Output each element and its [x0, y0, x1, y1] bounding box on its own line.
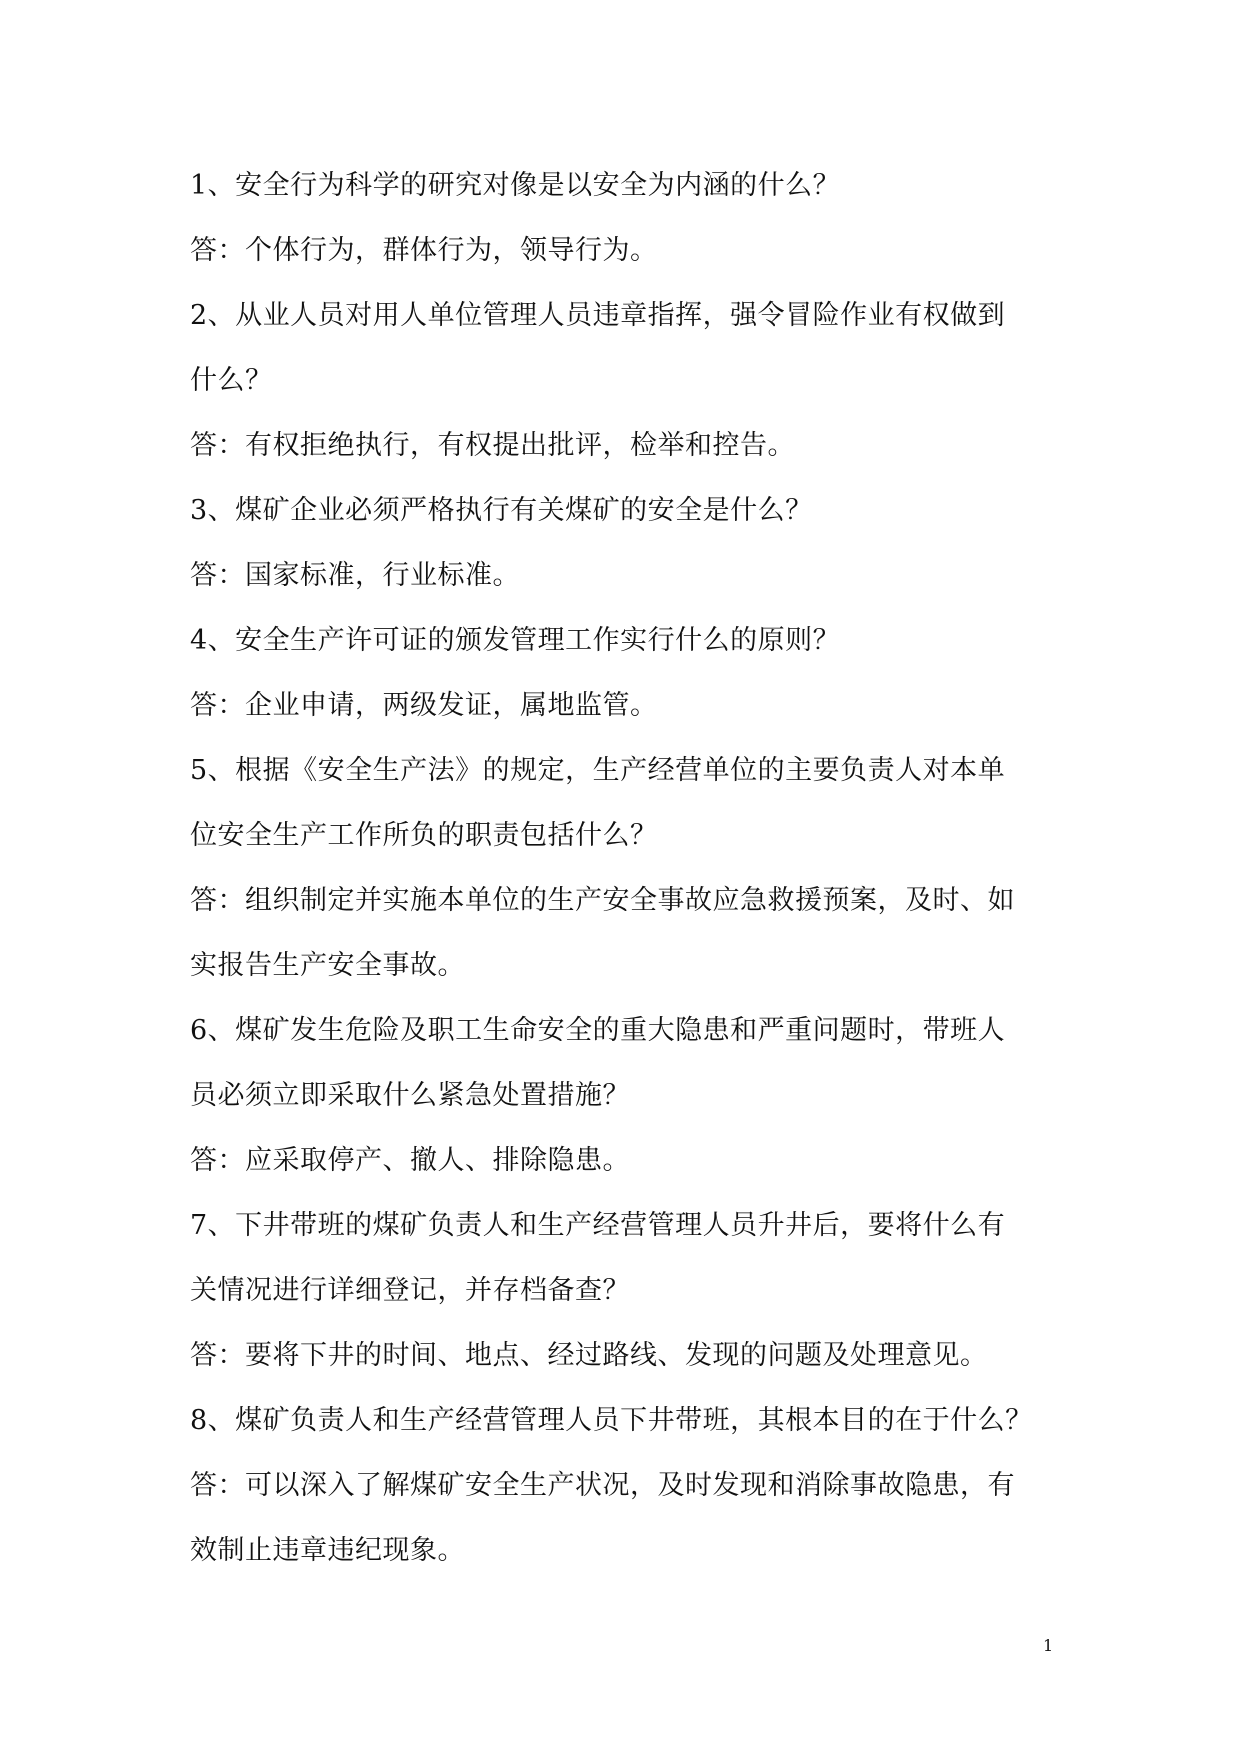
question-5-line-2: 位安全生产工作所负的职责包括什么？ — [190, 820, 658, 851]
answer-2-line: 答：有权拒绝执行，有权提出批评，检举和控告。 — [190, 430, 795, 461]
question-4-line: 4、安全生产许可证的颁发管理工作实行什么的原则？ — [190, 625, 841, 656]
answer-5-line-2: 实报告生产安全事故。 — [190, 950, 465, 981]
question-8-line: 8、煤矿负责人和生产经营管理人员下井带班，其根本目的在于什么？ — [190, 1405, 1033, 1436]
answer-1-line: 答：个体行为，群体行为，领导行为。 — [190, 235, 658, 266]
question-6-line-1: 6、煤矿发生危险及职工生命安全的重大隐患和严重问题时，带班人 — [190, 1015, 1006, 1046]
page-number: 1 — [1043, 1636, 1054, 1655]
question-2-line-2: 什么？ — [190, 365, 273, 396]
answer-8-line-1: 答：可以深入了解煤矿安全生产状况，及时发现和消除事故隐患，有 — [190, 1470, 1015, 1501]
answer-3-line: 答：国家标准，行业标准。 — [190, 560, 520, 591]
question-3-line: 3、煤矿企业必须严格执行有关煤矿的安全是什么？ — [190, 495, 813, 526]
answer-8-line-2: 效制止违章违纪现象。 — [190, 1535, 465, 1566]
question-7-line-2: 关情况进行详细登记，并存档备查？ — [190, 1275, 630, 1306]
question-1-line: 1、安全行为科学的研究对像是以安全为内涵的什么？ — [190, 170, 841, 201]
question-2-line-1: 2、从业人员对用人单位管理人员违章指挥，强令冒险作业有权做到 — [190, 300, 1006, 331]
question-7-line-1: 7、下井带班的煤矿负责人和生产经营管理人员升井后，要将什么有 — [190, 1210, 1006, 1241]
question-6-line-2: 员必须立即采取什么紧急处置措施？ — [190, 1080, 630, 1111]
answer-5-line-1: 答：组织制定并实施本单位的生产安全事故应急救援预案，及时、如 — [190, 885, 1015, 916]
answer-7-line: 答：要将下井的时间、地点、经过路线、发现的问题及处理意见。 — [190, 1340, 988, 1371]
question-5-line-1: 5、根据《安全生产法》的规定，生产经营单位的主要负责人对本单 — [190, 755, 1006, 786]
answer-4-line: 答：企业申请，两级发证，属地监管。 — [190, 690, 658, 721]
document-body — [190, 153, 1060, 1583]
answer-6-line: 答：应采取停产、撤人、排除隐患。 — [190, 1145, 630, 1176]
